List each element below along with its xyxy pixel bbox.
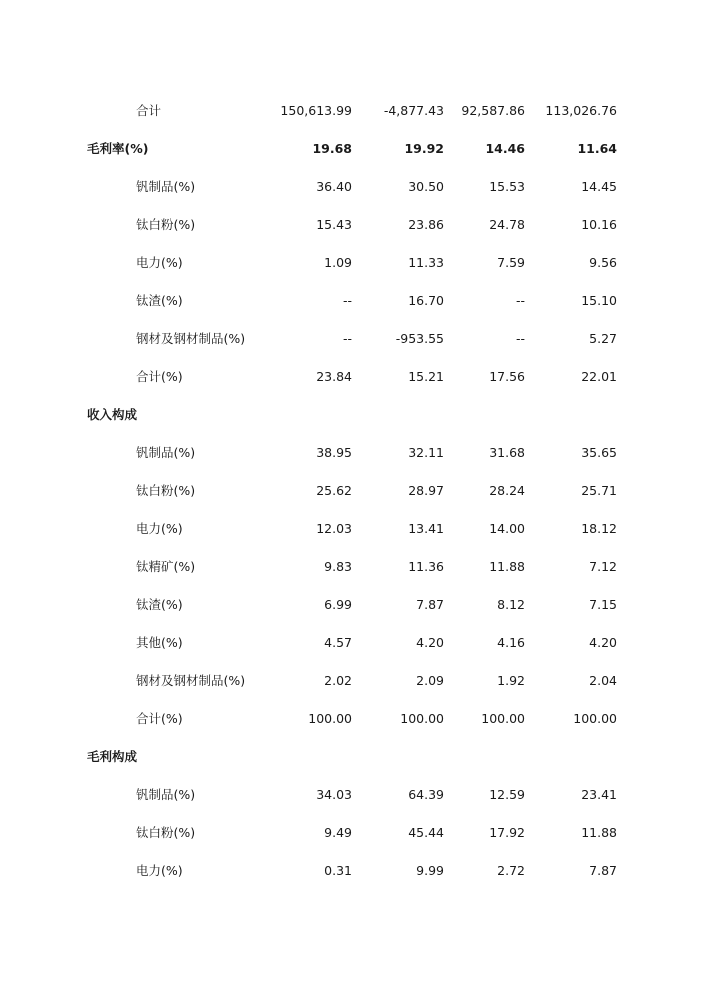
- value-cell: --: [515, 331, 525, 346]
- row-label: 电力(%): [136, 863, 183, 878]
- value-cell: 9.49: [324, 825, 352, 840]
- section-header-row: [0, 396, 710, 434]
- value-cell: --: [515, 293, 525, 308]
- value-cell: 11.88: [581, 825, 617, 840]
- value-cell: 14.00: [489, 521, 525, 536]
- value-cell: 30.50: [408, 179, 444, 194]
- table-row: [0, 92, 710, 130]
- value-cell: 36.40: [316, 179, 352, 194]
- row-label: 电力(%): [136, 521, 183, 536]
- value-cell: 2.09: [416, 673, 444, 688]
- value-cell: 92,587.86: [461, 103, 525, 118]
- value-cell: 28.97: [408, 483, 444, 498]
- row-label: 毛利率(%): [87, 141, 149, 156]
- row-label: 钛渣(%): [136, 597, 183, 612]
- value-cell: 16.70: [408, 293, 444, 308]
- value-cell: 6.99: [324, 597, 352, 612]
- value-cell: 13.41: [408, 521, 444, 536]
- row-label: 钒制品(%): [136, 787, 196, 802]
- value-cell: 7.15: [589, 597, 617, 612]
- value-cell: 1.92: [497, 673, 525, 688]
- value-cell: 7.87: [589, 863, 617, 878]
- value-cell: 9.83: [324, 559, 352, 574]
- value-cell: 4.57: [324, 635, 352, 650]
- value-cell: -4,877.43: [383, 103, 444, 118]
- value-cell: 15.21: [408, 369, 444, 384]
- value-cell: 15.10: [581, 293, 617, 308]
- value-cell: 45.44: [408, 825, 444, 840]
- value-cell: 19.68: [312, 141, 352, 156]
- value-cell: --: [342, 331, 352, 346]
- table-row: [0, 282, 710, 320]
- table-row: [0, 662, 710, 700]
- section-header-row: [0, 738, 710, 776]
- value-cell: 17.56: [489, 369, 525, 384]
- value-cell: 25.62: [316, 483, 352, 498]
- value-cell: 23.84: [316, 369, 352, 384]
- value-cell: 2.02: [324, 673, 352, 688]
- value-cell: 2.72: [497, 863, 525, 878]
- table-row: [0, 852, 710, 890]
- value-cell: 113,026.76: [545, 103, 617, 118]
- value-cell: 100.00: [308, 711, 352, 726]
- value-cell: 64.39: [408, 787, 444, 802]
- row-label: 钛白粉(%): [136, 217, 196, 232]
- value-cell: 150,613.99: [280, 103, 352, 118]
- value-cell: -953.55: [395, 331, 444, 346]
- value-cell: 24.78: [489, 217, 525, 232]
- value-cell: 31.68: [489, 445, 525, 460]
- row-label: 钢材及钢材制品(%): [136, 673, 246, 688]
- value-cell: 11.64: [577, 141, 617, 156]
- table-row: [0, 320, 710, 358]
- financial-table: [0, 92, 710, 890]
- table-row: [0, 510, 710, 548]
- value-cell: 23.86: [408, 217, 444, 232]
- value-cell: 15.53: [489, 179, 525, 194]
- table-row: [0, 472, 710, 510]
- value-cell: 0.31: [324, 863, 352, 878]
- table-row: [0, 206, 710, 244]
- value-cell: 5.27: [589, 331, 617, 346]
- row-label: 钛渣(%): [136, 293, 183, 308]
- value-cell: 28.24: [489, 483, 525, 498]
- row-label: 合计: [136, 103, 162, 118]
- value-cell: 23.41: [581, 787, 617, 802]
- value-cell: 14.46: [485, 141, 525, 156]
- table-row: [0, 358, 710, 396]
- value-cell: 100.00: [573, 711, 617, 726]
- table-row: [0, 548, 710, 586]
- value-cell: 14.45: [581, 179, 617, 194]
- row-label: 钒制品(%): [136, 445, 196, 460]
- table-row: [0, 168, 710, 206]
- value-cell: 12.59: [489, 787, 525, 802]
- table-row: [0, 624, 710, 662]
- value-cell: 11.88: [489, 559, 525, 574]
- row-label: 合计(%): [136, 711, 183, 726]
- table-row: [0, 700, 710, 738]
- value-cell: 11.36: [408, 559, 444, 574]
- value-cell: 10.16: [581, 217, 617, 232]
- value-cell: 7.59: [497, 255, 525, 270]
- value-cell: 9.99: [416, 863, 444, 878]
- value-cell: 22.01: [581, 369, 617, 384]
- value-cell: 15.43: [316, 217, 352, 232]
- row-label: 合计(%): [136, 369, 183, 384]
- value-cell: 18.12: [581, 521, 617, 536]
- value-cell: 35.65: [581, 445, 617, 460]
- row-label: 钛精矿(%): [136, 559, 196, 574]
- value-cell: 17.92: [489, 825, 525, 840]
- table-row: [0, 586, 710, 624]
- value-cell: 9.56: [589, 255, 617, 270]
- value-cell: 7.12: [589, 559, 617, 574]
- value-cell: 32.11: [408, 445, 444, 460]
- row-label: 电力(%): [136, 255, 183, 270]
- value-cell: 38.95: [316, 445, 352, 460]
- row-label: 钛白粉(%): [136, 483, 196, 498]
- row-label: 钒制品(%): [136, 179, 196, 194]
- value-cell: 19.92: [404, 141, 444, 156]
- section-title: 毛利构成: [87, 749, 138, 764]
- value-cell: 11.33: [408, 255, 444, 270]
- row-label: 钛白粉(%): [136, 825, 196, 840]
- table-row: [0, 814, 710, 852]
- table-row: [0, 776, 710, 814]
- table-row: [0, 434, 710, 472]
- row-label: 其他(%): [136, 635, 183, 650]
- value-cell: 12.03: [316, 521, 352, 536]
- value-cell: 4.16: [497, 635, 525, 650]
- value-cell: 34.03: [316, 787, 352, 802]
- row-label: 钢材及钢材制品(%): [136, 331, 246, 346]
- value-cell: --: [342, 293, 352, 308]
- section-title: 收入构成: [87, 407, 138, 422]
- value-cell: 7.87: [416, 597, 444, 612]
- value-cell: 100.00: [400, 711, 444, 726]
- value-cell: 2.04: [589, 673, 617, 688]
- value-cell: 100.00: [481, 711, 525, 726]
- value-cell: 1.09: [324, 255, 352, 270]
- value-cell: 4.20: [416, 635, 444, 650]
- value-cell: 4.20: [589, 635, 617, 650]
- value-cell: 25.71: [581, 483, 617, 498]
- table-row: [0, 244, 710, 282]
- value-cell: 8.12: [497, 597, 525, 612]
- summary-row: [0, 130, 710, 168]
